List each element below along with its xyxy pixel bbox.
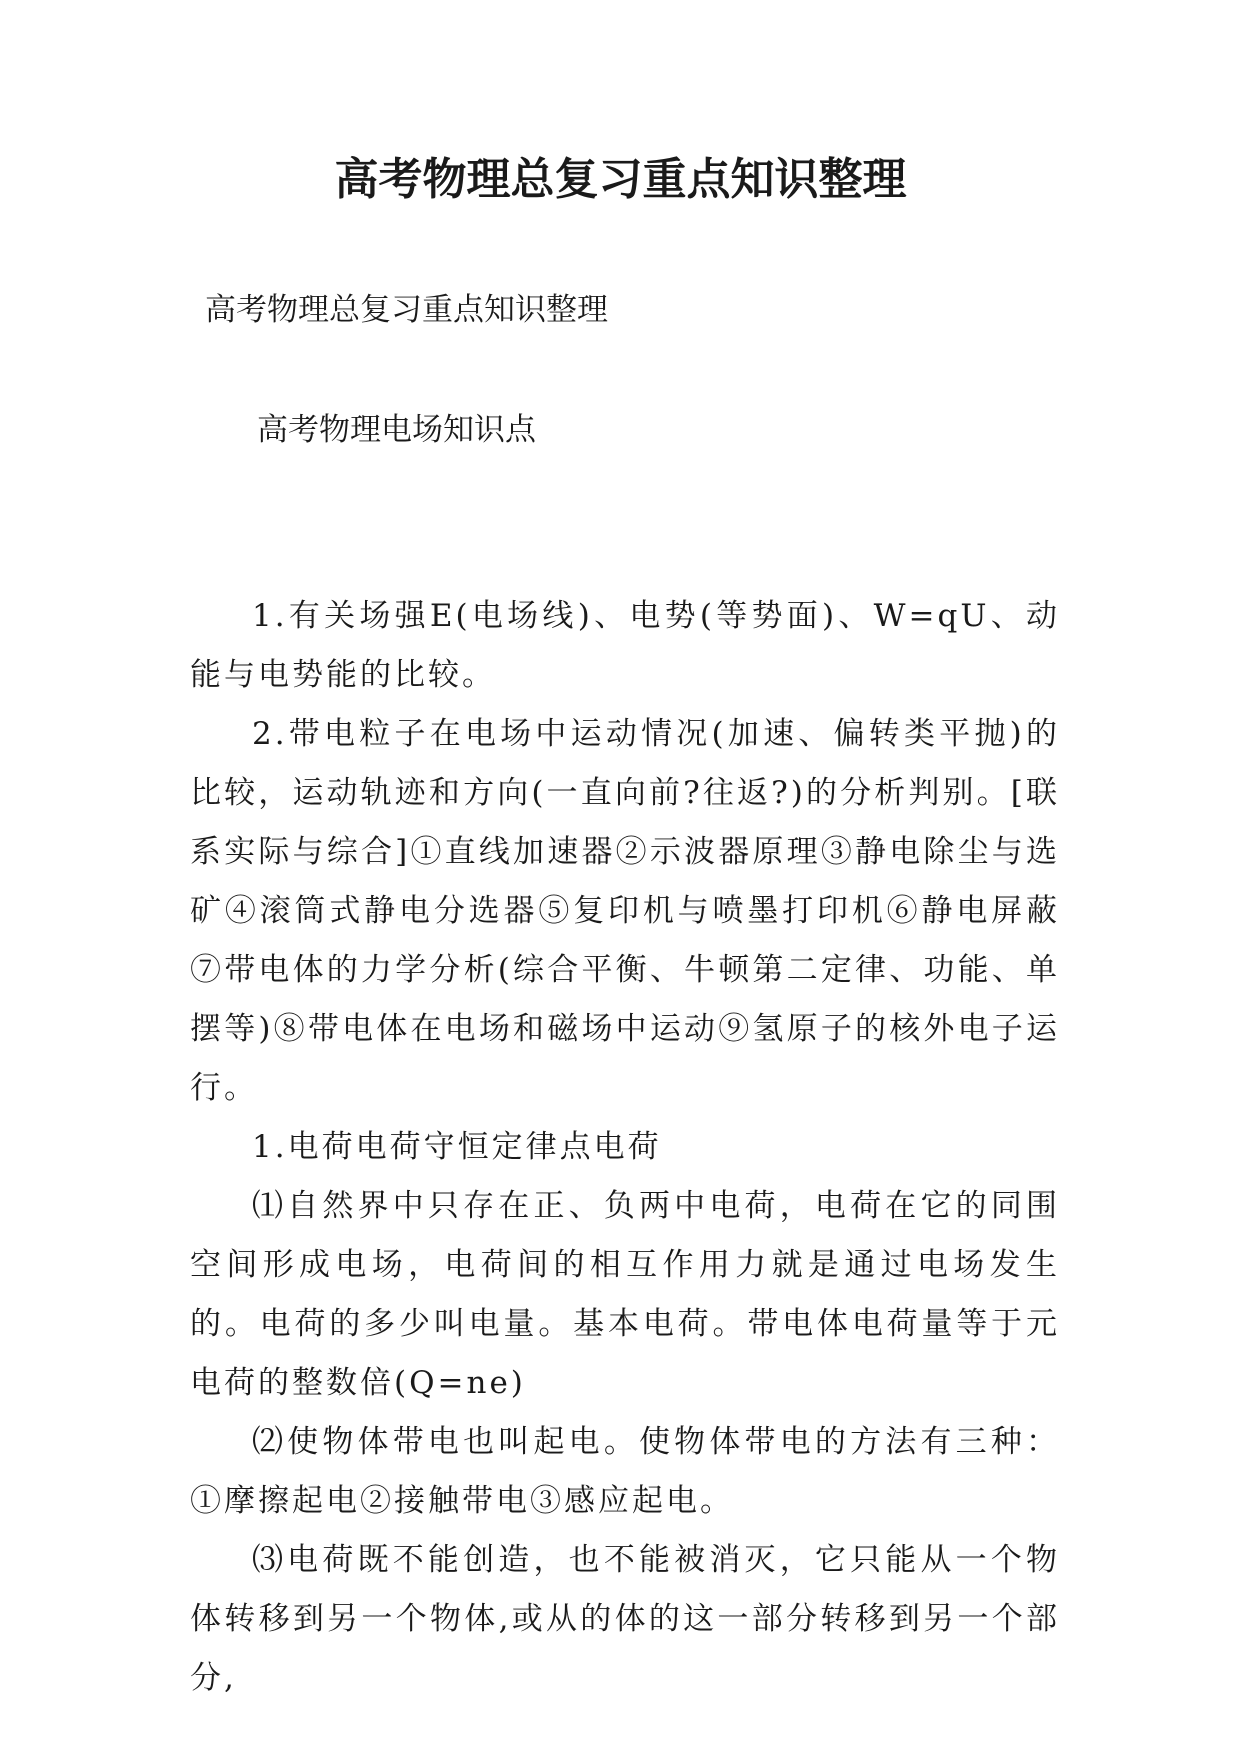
document-title: 高考物理总复习重点知识整理 xyxy=(334,154,907,205)
paragraph: 2.带电粒子在电场中运动情况(加速、偏转类平抛)的比较，运动轨迹和方向(一直向前?往返?)的分析判别。[联系实际与综合]①直线加速器②示波器原理③静电除尘与选矿④滚筒式静电分选器⑤复印机与喷墨打印机⑥静电屏蔽⑦带电体的力学分析(综合平衡、牛顿第二定律、功能、单摆等)⑧带电体在电场和磁场中运动⑨氢原子的核外电子运行。 xyxy=(190,716,1060,1106)
paragraph: ⑵使物体带电也叫起电。使物体带电的方法有三种：①摩擦起电②接触带电③感应起电。 xyxy=(190,1424,1060,1519)
paragraph: ⑶电荷既不能创造，也不能被消灭，它只能从一个物体转移到另一个物体,或从的体的这一部分转移到另一个部分, xyxy=(190,1542,1060,1696)
paragraph: ⑴自然界中只存在正、负两中电荷，电荷在它的同围空间形成电场，电荷间的相互作用力就是通过电场发生的。电荷的多少叫电量。基本电荷。带电体电荷量等于元电荷的整数倍(Q=ne) xyxy=(190,1188,1060,1401)
document-body xyxy=(190,587,1060,1708)
document-subtitle: 高考物理总复习重点知识整理 xyxy=(205,292,608,328)
paragraph: 1.有关场强E(电场线)、电势(等势面)、W=qU、动能与电势能的比较。 xyxy=(190,598,1060,693)
section-heading: 高考物理电场知识点 xyxy=(257,412,536,448)
paragraph: 1.电荷电荷守恒定律点电荷 xyxy=(252,1129,662,1165)
